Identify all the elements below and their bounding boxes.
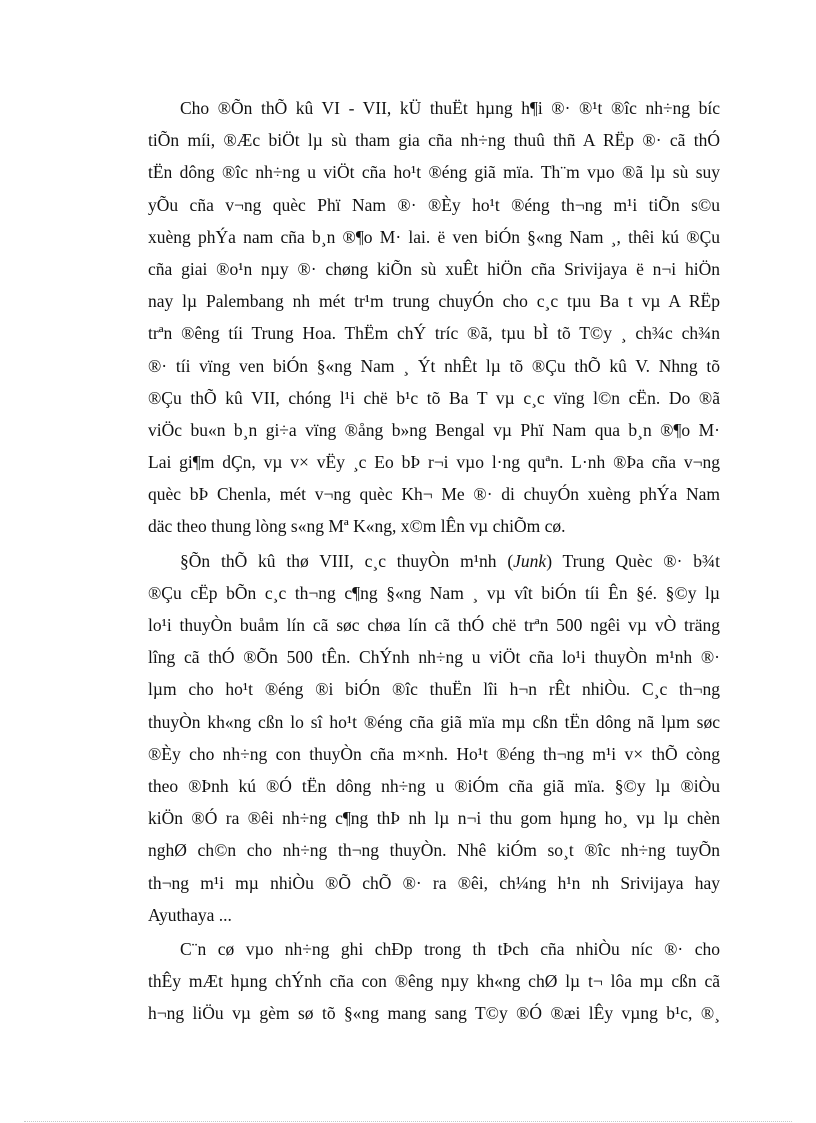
paragraph-3 (148, 933, 720, 1030)
text-line: ®Çu thÕ kû VII, chóng l¹i chë b¹c tõ Ba T vµ c¸c vïng l©n cËn. Do ®ã (148, 387, 720, 408)
text-line: lo¹i thuyÒn buåm lín cã søc chøa lín cã thÓ chë trªn 500 ngêi vµ vÒ träng (148, 615, 720, 635)
text-line: kiÖn ®Ó ra ®êi nh÷ng c¶ng thÞ nh lµ n¬i thu gom hµng ho¸ vµ lµ chèn (148, 808, 720, 829)
text-line: h¬ng liÖu vµ gèm sø tõ §«ng mang sang T©y ®Ó ®æi lÊy vµng b¹c, ®¸ (148, 1003, 720, 1024)
text-line: thÊy mÆt hµng chÝnh cña con ®êng nµy kh«ng chØ lµ t¬ lôa mµ cßn cã (148, 971, 720, 992)
text-line: Cho ®Õn thÕ kû VI - VII, kÜ thuËt hµng h¶i ®· ®¹t ®îc nh÷ng bíc (180, 98, 720, 118)
text-line: thuyÒn kh«ng cßn lo sî ho¹t ®éng cña giã mïa mµ cßn tËn dông nã lµm søc (148, 711, 720, 732)
document-body (148, 92, 720, 1029)
page-bottom-divider (24, 1121, 792, 1122)
text-line: yÕu cña v¬ng quèc Phï Nam ®· ®Èy ho¹t ®éng th¬ng m¹i tiÕn s©u (148, 194, 720, 215)
text-line: tËn dông ®îc nh÷ng u viÖt cña ho¹t ®éng giã mïa. Th¨m vµo ®ã lµ sù suy (148, 162, 720, 183)
text-line: theo ®Þnh kú ®Ó tËn dông nh÷ng u ®iÓm cña giã mïa. §©y lµ ®iÒu (148, 775, 720, 796)
text-line: ®Çu cËp bÕn c¸c th¬ng c¶ng §«ng Nam ¸ vµ vît biÓn tíi Ên §é. §©y lµ (148, 582, 720, 603)
text-line: Lai gi¶m dÇn, vµ v× vËy ¸c Eo bÞ r¬i vµo l·ng quªn. L·nh ®Þa cña v¬ng (148, 452, 720, 473)
text-line: trªn ®êng tíi Trung Hoa. ThËm chÝ tríc ®ã, tµu bÌ tõ T©y ¸ ch¾c ch¾n (148, 323, 720, 344)
text-line: nghØ ch©n cho nh÷ng th¬ng thuyÒn. Nhê kiÓm so¸t ®îc nh÷ng tuyÕn (148, 840, 720, 861)
text-line: ®Èy cho nh÷ng con thuyÒn cña m×nh. Ho¹t ®éng th¬ng m¹i v× thÕ còng (148, 743, 720, 764)
text-line: däc theo thung lòng s«ng Mª K«ng, x©m lÊn vµ chiÕm cø. (148, 516, 566, 537)
text-line: viÖc bu«n b¸n gi÷a vïng ®ång b»ng Bengal vµ Phï Nam qua b¸n ®¶o M· (148, 419, 720, 440)
text-line: nay lµ Palembang nh mét tr¹m trung chuyÓn cho c¸c tµu Ba t vµ A RËp (148, 291, 720, 312)
text-line: cña giai ®o¹n nµy ®· chøng kiÕn sù xuÊt hiÖn cña Srivijaya ë n¬i hiÖn (148, 258, 720, 279)
paragraph-1 (148, 92, 720, 543)
text-line: tiÕn míi, ®Æc biÖt lµ sù tham gia cña nh÷ng thuû thñ A RËp ®· cã thÓ (148, 130, 720, 151)
text-line: quèc bÞ Chenla, mét v¬ng quèc Kh¬ Me ®· di chuyÓn xuèng phÝa Nam (148, 484, 720, 505)
text-line: th¬ng m¹i mµ nhiÒu ®Õ chÕ ®· ra ®êi, ch¼ng h¹n nh Srivijaya hay (148, 872, 720, 893)
text-line: xuèng phÝa nam cña b¸n ®¶o M· lai. ë ven biÓn §«ng Nam ¸, thêi kú ®Çu (148, 226, 720, 247)
italic-term: Junk (513, 550, 547, 571)
text-line: §Õn thÕ kû thø VIII, c¸c thuyÒn m¹nh (Junk) Trung Quèc ®· b¾t (180, 550, 720, 571)
text-line: C¨n cø vµo nh÷ng ghi chÐp trong th tÞch cña nhiÒu níc ®· cho (180, 938, 720, 959)
paragraph-2 (148, 545, 720, 931)
text-line: lµm cho ho¹t ®éng ®i biÓn ®îc thuËn lîi h¬n rÊt nhiÒu. C¸c th¬ng (148, 679, 720, 700)
text-line: ®· tíi vïng ven biÓn §«ng Nam ¸ Ýt nhÊt lµ tõ ®Çu thÕ kû V. Nhng tõ (148, 355, 720, 376)
text-line: Ayuthaya ... (148, 904, 232, 925)
text-line: lîng cã thÓ ®Õn 500 tÊn. ChÝnh nh÷ng u viÖt cña lo¹i thuyÒn m¹nh ®· (148, 647, 720, 668)
